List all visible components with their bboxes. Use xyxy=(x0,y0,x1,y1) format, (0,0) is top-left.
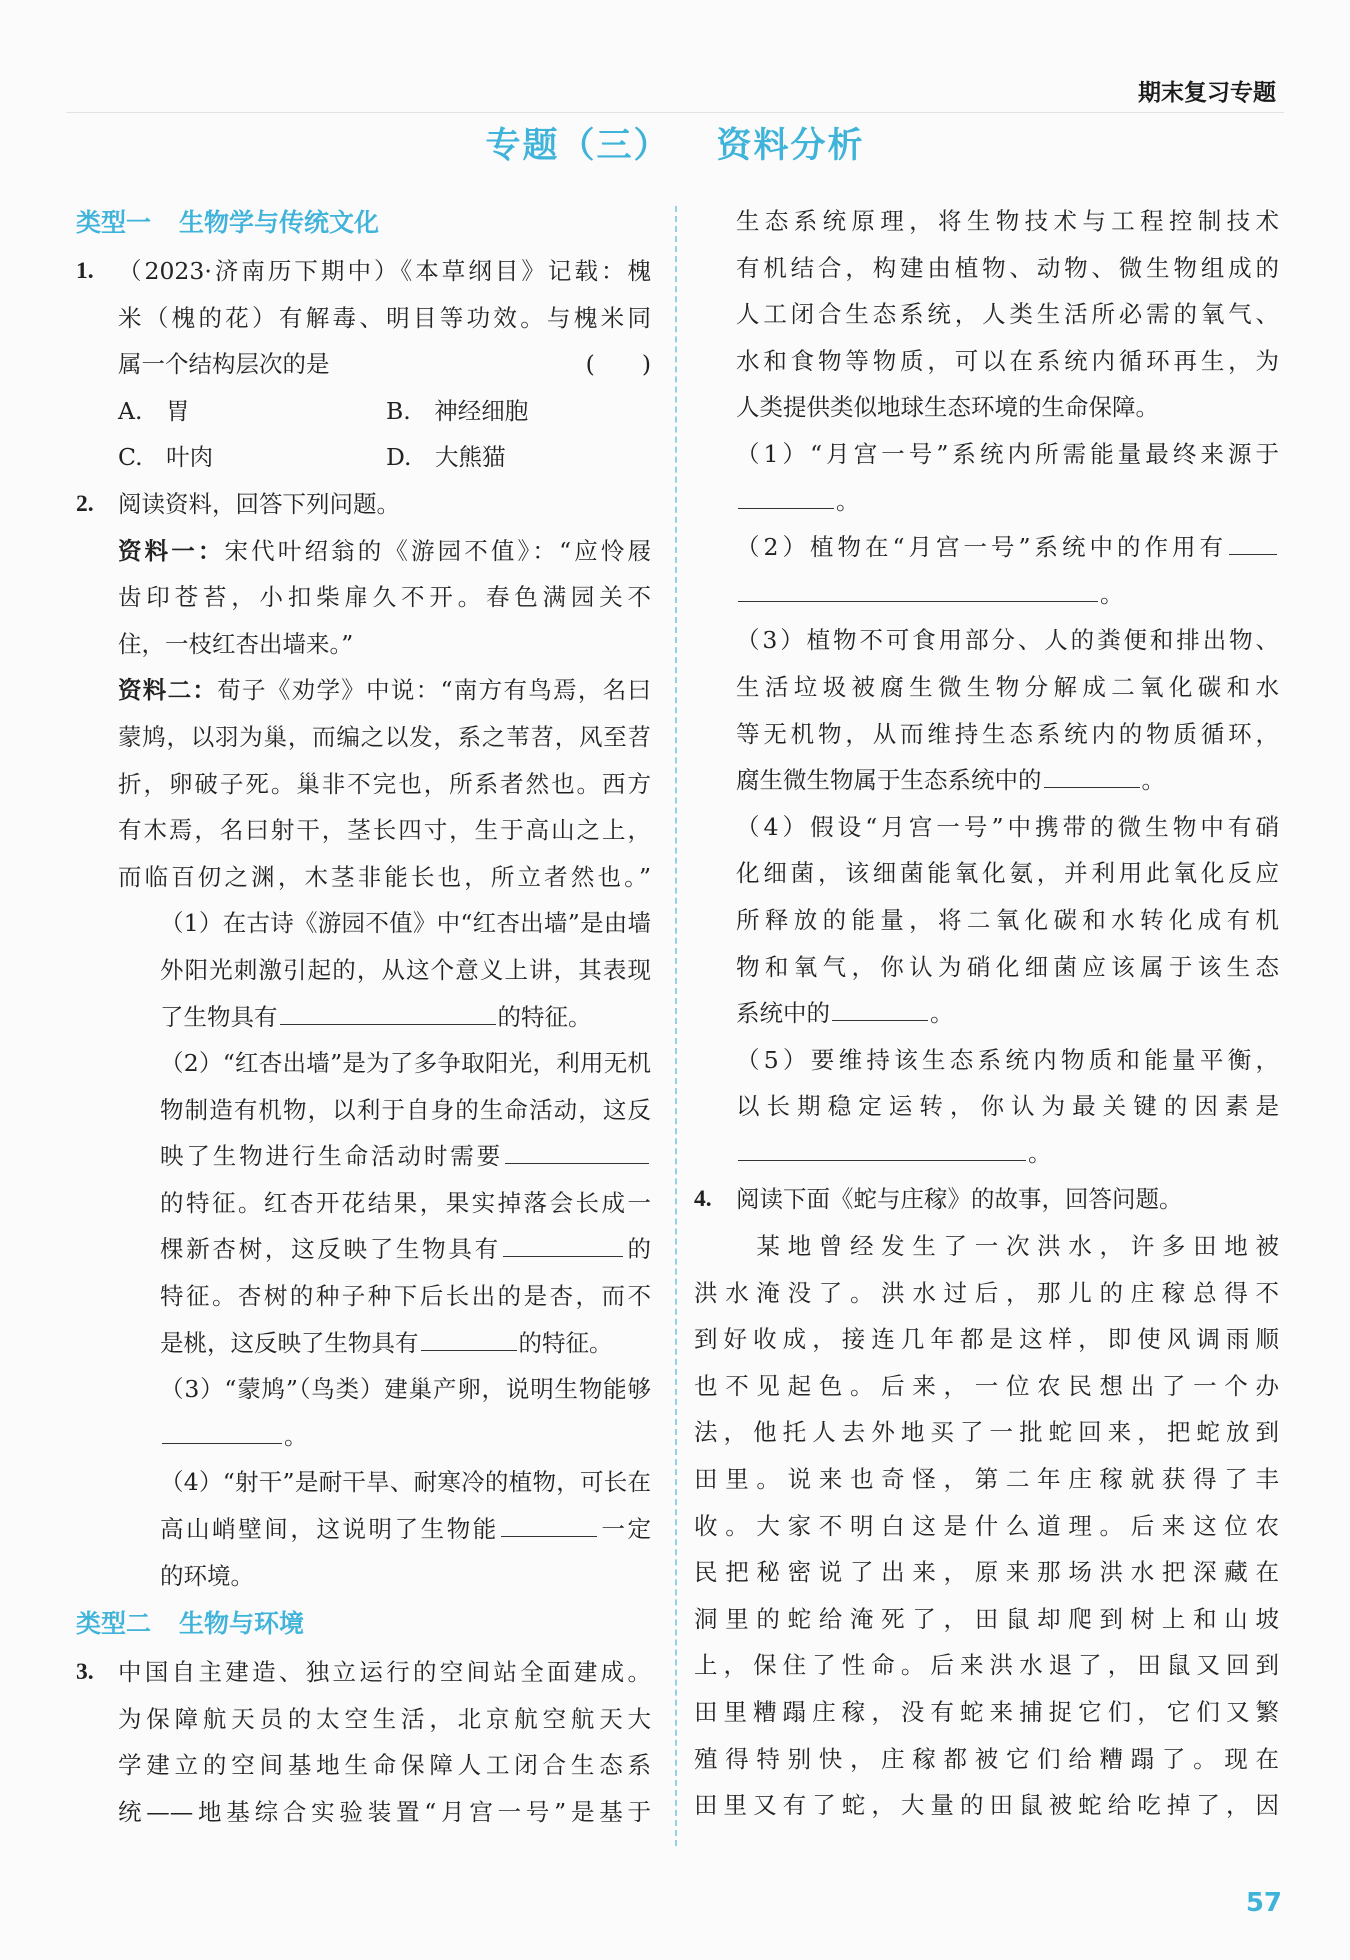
q4-intro: 阅读下面《蛇与庄稼》的故事，回答问题。 xyxy=(736,1185,1183,1214)
part-text: 棵新杏树，这反映了生物具有 xyxy=(160,1235,501,1264)
part-line xyxy=(118,947,651,994)
part-text: 。 xyxy=(1141,766,1165,795)
header-rule xyxy=(66,112,1284,113)
part-line xyxy=(118,900,651,947)
q3-stem-line: 水和食物等物质，可以在系统内循环再生，为 xyxy=(736,346,1279,375)
part-text: 了生物具有 xyxy=(160,1002,278,1031)
part-text: 的特征。 xyxy=(497,1002,592,1031)
option-c[interactable]: C. 叶肉 xyxy=(118,443,214,472)
title-main: 专题（三） xyxy=(485,126,671,166)
part-text: 所释放的能量，将二氧化碳和水转化成有机 xyxy=(736,905,1279,934)
part-text: 是桃，这反映了生物具有 xyxy=(160,1328,419,1357)
part-text: 化细菌，该细菌能氧化氨，并利用此氧化反应 xyxy=(736,859,1279,888)
answer-blank[interactable] xyxy=(280,999,496,1025)
part-text: （3）植物不可食用部分、人的粪便和排出物、 xyxy=(736,626,1279,655)
q3-stem-line: 人类提供类似地球生态环境的生命保障。 xyxy=(736,393,1159,422)
part-line xyxy=(118,1320,651,1367)
story-line: 上，保住了性命。后来洪水退了，田鼠又回到 xyxy=(694,1651,1279,1680)
answer-blank[interactable] xyxy=(162,1418,282,1444)
material-2-line xyxy=(118,667,651,714)
part-text: （4）“射干”是耐干旱、耐寒冷的植物，可长在 xyxy=(160,1468,651,1497)
option-d[interactable]: D. 大熊猫 xyxy=(386,443,506,472)
part-text: 系统中的 xyxy=(736,999,830,1028)
part-line xyxy=(118,1366,651,1413)
part-line xyxy=(736,431,1279,478)
part-text: 以长期稳定运转，你认为最关键的因素是 xyxy=(736,1092,1279,1121)
part-line xyxy=(118,1180,651,1227)
part-line xyxy=(736,944,1279,991)
material-2-line: 折，卵破子死。巢非不完也，所系者然也。西方 xyxy=(118,769,651,798)
answer-blank[interactable] xyxy=(1229,529,1277,555)
left-column xyxy=(76,198,651,1836)
part-text: 腐生微生物属于生态系统中的 xyxy=(736,766,1042,795)
part-text: （4）假设“月宫一号”中携带的微生物中有硝 xyxy=(736,812,1279,841)
section-2-title: 生物与环境 xyxy=(179,1609,305,1639)
part-line xyxy=(736,804,1279,851)
q3-stem-line: 有机结合，构建由植物、动物、微生物组成的 xyxy=(736,253,1279,282)
q4-story xyxy=(694,1223,1279,1829)
story-line: 到好收成，接连几年都是这样，即使风调雨顺 xyxy=(694,1325,1279,1354)
part-text: （2）“红杏出墙”是为了多争取阳光，利用无机 xyxy=(160,1049,651,1078)
title-sub: 资料分析 xyxy=(716,126,865,166)
option-a[interactable]: A. 胃 xyxy=(118,396,190,425)
answer-blank[interactable] xyxy=(421,1325,517,1351)
story-line: 洞里的蛇给淹死了，田鼠却爬到树上和山坡 xyxy=(694,1604,1279,1633)
q2-part-4 xyxy=(118,1459,651,1599)
part-text: 。 xyxy=(1100,579,1124,608)
material-1-line: 住，一枝红杏出墙来。” xyxy=(118,629,354,658)
part-line xyxy=(736,850,1279,897)
part-text: 映了生物进行生命活动时需要 xyxy=(160,1142,503,1171)
part-line xyxy=(118,1273,651,1320)
part-line xyxy=(118,1133,651,1180)
material-1-line xyxy=(118,528,651,575)
q3-stem-line: 统——地基综合实验装置“月宫一号”是基于 xyxy=(118,1798,651,1826)
part-line xyxy=(736,897,1279,944)
q2-intro: 阅读资料，回答下列问题。 xyxy=(118,489,400,518)
material-1-line: 齿印苍苔，小扣柴扉久不开。春色满园关不 xyxy=(118,583,651,612)
q3-part-4 xyxy=(736,804,1279,1037)
part-line xyxy=(736,664,1279,711)
story-line: 某地曾经发生了一次洪水，许多田地被 xyxy=(694,1232,1279,1261)
q1-stem-line xyxy=(118,341,651,388)
story-line: 民把秘密说了出来，原来那场洪水把深藏在 xyxy=(694,1558,1279,1587)
part-text: （3）“蒙鸠”（鸟类）建巢产卵，说明生物能够 xyxy=(160,1375,651,1404)
q3-stem-line: 中国自主建造、独立运行的空间站全面建成。 xyxy=(118,1658,651,1687)
section-heading-1 xyxy=(76,198,651,248)
part-text: 物和氧气，你认为硝化细菌应该属于该生态 xyxy=(736,952,1279,981)
answer-blank[interactable] xyxy=(738,483,834,509)
story-line: 田里。说来也奇怪，第二年庄稼就获得了丰 xyxy=(694,1465,1279,1494)
column-divider xyxy=(675,206,677,1846)
part-text: 。 xyxy=(836,486,860,515)
part-text: 一定 xyxy=(598,1515,652,1544)
part-text: （1）在古诗《游园不值》中“红杏出墙”是由墙 xyxy=(160,909,651,938)
answer-blank[interactable] xyxy=(738,1135,1026,1161)
story-line: 也不见起色。后来，一位农民想出了一个办 xyxy=(694,1371,1279,1400)
answer-blank[interactable] xyxy=(738,576,1098,602)
part-line xyxy=(736,757,1279,804)
part-text: 的特征。 xyxy=(518,1328,613,1357)
part-line xyxy=(736,478,1279,525)
q3-part-1 xyxy=(736,431,1279,524)
part-line xyxy=(736,990,1279,1037)
part-line xyxy=(118,1459,651,1506)
section-1-title: 生物学与传统文化 xyxy=(179,208,380,237)
q3-stem-line: 为保障航天员的太空生活，北京航空航天大 xyxy=(118,1704,651,1733)
part-line xyxy=(736,1083,1279,1130)
part-line xyxy=(118,1553,651,1600)
part-text: （5）要维持该生态系统内物质和能量平衡， xyxy=(736,1045,1279,1074)
question-3 xyxy=(76,1649,651,1835)
q1-stem-line: （2023·济南历下期中）《本草纲目》记载：槐 xyxy=(118,257,651,285)
part-line xyxy=(736,711,1279,758)
q3-part-3 xyxy=(736,617,1279,803)
question-1 xyxy=(76,248,651,481)
q3-stem-line: 人工闭合生态系统，人类生活所必需的氧气、 xyxy=(736,300,1279,329)
question-2 xyxy=(76,481,651,1599)
header-label: 期末复习专题 xyxy=(1138,80,1276,106)
q2-part-3 xyxy=(118,1366,651,1459)
question-4 xyxy=(694,1176,1279,1828)
part-text: 的 xyxy=(624,1235,652,1264)
part-line xyxy=(118,1506,651,1553)
part-text: 。 xyxy=(284,1421,308,1450)
story-line: 田里又有了蛇，大量的田鼠被蛇给吃掉了，因 xyxy=(694,1791,1279,1820)
material-2-line: 蒙鸠，以羽为巢，而编之以发，系之苇苕，风至苕 xyxy=(118,722,651,751)
q3-part-5 xyxy=(736,1037,1279,1177)
part-line xyxy=(118,1226,651,1273)
part-text: 。 xyxy=(930,999,954,1028)
section-1-name: 类型一 xyxy=(76,208,152,237)
q3-stem-line: 学建立的空间基地生命保障人工闭合生态系 xyxy=(118,1751,651,1780)
q1-options-row xyxy=(118,434,651,481)
answer-blank[interactable] xyxy=(832,995,928,1021)
part-text: 外阳光刺激引起的，从这个意义上讲，其表现 xyxy=(160,955,651,984)
part-line xyxy=(736,617,1279,664)
answer-blank[interactable] xyxy=(503,1232,623,1258)
answer-blank[interactable] xyxy=(505,1139,649,1165)
part-text: 高山峭壁间，这说明了生物能 xyxy=(160,1515,499,1544)
part-text: 的环境。 xyxy=(160,1561,254,1590)
right-column xyxy=(694,198,1279,1829)
story-line: 洪水淹没了。洪水过后，那儿的庄稼总得不 xyxy=(694,1278,1279,1307)
part-line xyxy=(736,1130,1279,1177)
material-1-text: 宋代叶绍翁的《游园不值》：“应怜屐 xyxy=(224,536,651,565)
story-line: 收。大家不明白这是什么道理。后来这位农 xyxy=(694,1511,1279,1540)
part-text: 物制造有机物，以利于自身的生命活动，这反 xyxy=(160,1095,651,1124)
part-text: 生活垃圾被腐生微生物分解成二氧化碳和水 xyxy=(736,672,1279,701)
option-b[interactable]: B. 神经细胞 xyxy=(386,396,529,425)
part-line xyxy=(736,571,1279,618)
material-2-label: 资料二： xyxy=(118,676,218,705)
material-2-text: 荀子《劝学》中说：“南方有鸟焉，名曰 xyxy=(217,676,652,705)
material-2-line: 有木焉，名曰射干，茎长四寸，生于高山之上， xyxy=(118,816,651,845)
story-line: 法，他托人去外地买了一批蛇回来，把蛇放到 xyxy=(694,1418,1279,1447)
part-text: 等无机物，从而维持生态系统内的物质循环， xyxy=(736,719,1279,748)
part-line xyxy=(118,1413,651,1460)
q3-stem-line: 生态系统原理，将生物技术与工程控制技术 xyxy=(736,207,1279,235)
story-line: 田里糟蹋庄稼，没有蛇来捕捉它们，它们又繁 xyxy=(694,1698,1279,1726)
part-line xyxy=(118,1087,651,1134)
question-number: 2. xyxy=(76,490,94,517)
part-text: 。 xyxy=(1028,1138,1052,1167)
part-text: （1）“月宫一号”系统内所需能量最终来源于 xyxy=(736,439,1279,468)
question-number: 4. xyxy=(694,1186,712,1213)
part-line xyxy=(118,1040,651,1087)
part-text: 的特征。红杏开花结果，果实掉落会长成一 xyxy=(160,1188,651,1217)
section-heading-2 xyxy=(76,1599,651,1649)
material-1-label: 资料一： xyxy=(118,536,225,565)
q3-part-2 xyxy=(736,524,1279,617)
answer-blank[interactable] xyxy=(1044,762,1140,788)
story-line: 殖得特别快，庄稼都被它们给糟蹋了。现在 xyxy=(694,1744,1279,1773)
q1-options-row xyxy=(118,388,651,435)
question-number: 1. xyxy=(76,258,94,284)
answer-blank[interactable] xyxy=(501,1511,597,1537)
q1-stem-line: 米（槐的花）有解毒、明目等功效。与槐米同 xyxy=(118,303,651,332)
q2-part-2 xyxy=(118,1040,651,1366)
q2-part-1 xyxy=(118,900,651,1040)
question-number: 3. xyxy=(76,1659,94,1686)
part-text: 特征。杏树的种子种下后长出的是杏，而不 xyxy=(160,1282,651,1311)
page-title xyxy=(0,118,1350,168)
section-2-name: 类型二 xyxy=(76,1609,152,1639)
answer-bracket[interactable]: ( ) xyxy=(585,350,651,379)
part-text: （2）植物在“月宫一号”系统中的作用有 xyxy=(736,533,1227,562)
page-number: 57 xyxy=(1245,1888,1282,1918)
q1-stem-text: 属一个结构层次的是 xyxy=(118,350,330,379)
material-2-line: 而临百仞之渊，木茎非能长也，所立者然也。” xyxy=(118,862,651,891)
part-line xyxy=(736,524,1279,571)
part-line xyxy=(118,994,651,1041)
part-line xyxy=(736,1037,1279,1084)
